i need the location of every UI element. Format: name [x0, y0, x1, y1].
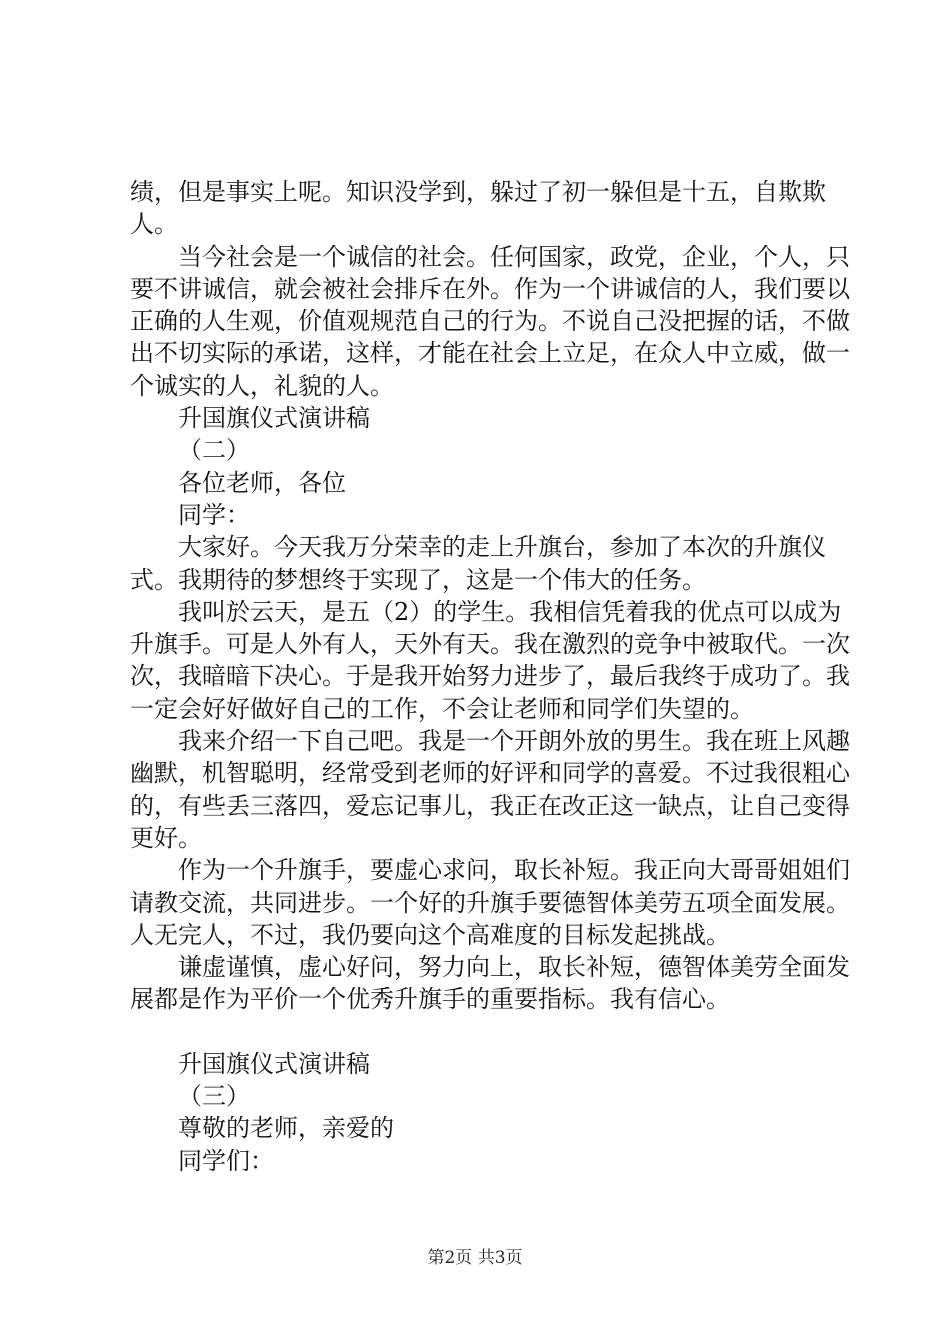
paragraph: 我叫於云天，是五（2）的学生。我相信凭着我的优点可以成为升旗手。可是人外有人，天外有天。我在激烈的竞争中被取代。一次次，我暗暗下决心。于是我开始努力进步了，最后我终于成功了。我一定会好好做好自己的工作，不会让老师和同学们失望的。 — [130, 597, 850, 723]
document-body — [130, 176, 850, 1177]
salutation: 同学： — [178, 500, 250, 529]
blank-line — [130, 1016, 850, 1048]
section-number: （三） — [178, 1082, 250, 1111]
paragraph: 我来介绍一下自己吧。我是一个开朗外放的男生。我在班上风趣幽默，机智聪明，经常受到老师的好评和同学的喜爱。不过我很粗心的，有些丢三落四，爱忘记事儿，我正在改正这一缺点，让自己变得更好。 — [130, 727, 850, 852]
section-title: 升国旗仪式演讲稿 — [178, 1049, 370, 1078]
salutation: 同学们： — [178, 1146, 274, 1175]
section-title: 升国旗仪式演讲稿 — [178, 404, 370, 433]
paragraph: 大家好。今天我万分荣幸的走上升旗台，参加了本次的升旗仪式。我期待的梦想终于实现了，这是一个伟大的任务。 — [130, 533, 826, 594]
salutation: 各位老师，各位 — [178, 468, 346, 497]
paragraph: 当今社会是一个诚信的社会。任何国家，政党，企业，个人，只要不讲诚信，就会被社会排斥在外。作为一个讲诚信的人，我们要以正确的人生观，价值观规范自己的行为。不说自己没把握的话，不做出不切实际的承诺，这样，才能在社会上立足，在众人中立威，做一个诚实的人，礼貌的人。 — [130, 242, 850, 400]
page-footer: 第2页 共3页 — [427, 1248, 523, 1268]
paragraph: 作为一个升旗手，要虚心求问，取长补短。我正向大哥哥姐姐们请教交流，共同进步。一个好的升旗手要德智体美劳五项全面发展。人无完人，不过，我仍要向这个高难度的目标发起挑战。 — [130, 856, 850, 949]
paragraph: 谦虚谨慎，虚心好问，努力向上，取长补短，德智体美劳全面发展都是作为平价一个优秀升旗手的重要指标。我有信心。 — [130, 953, 850, 1014]
salutation: 尊敬的老师，亲爱的 — [178, 1114, 394, 1143]
paragraph: 绩，但是事实上呢。知识没学到，躲过了初一躲但是十五，自欺欺人。 — [130, 178, 826, 239]
section-number: （二） — [178, 436, 250, 465]
